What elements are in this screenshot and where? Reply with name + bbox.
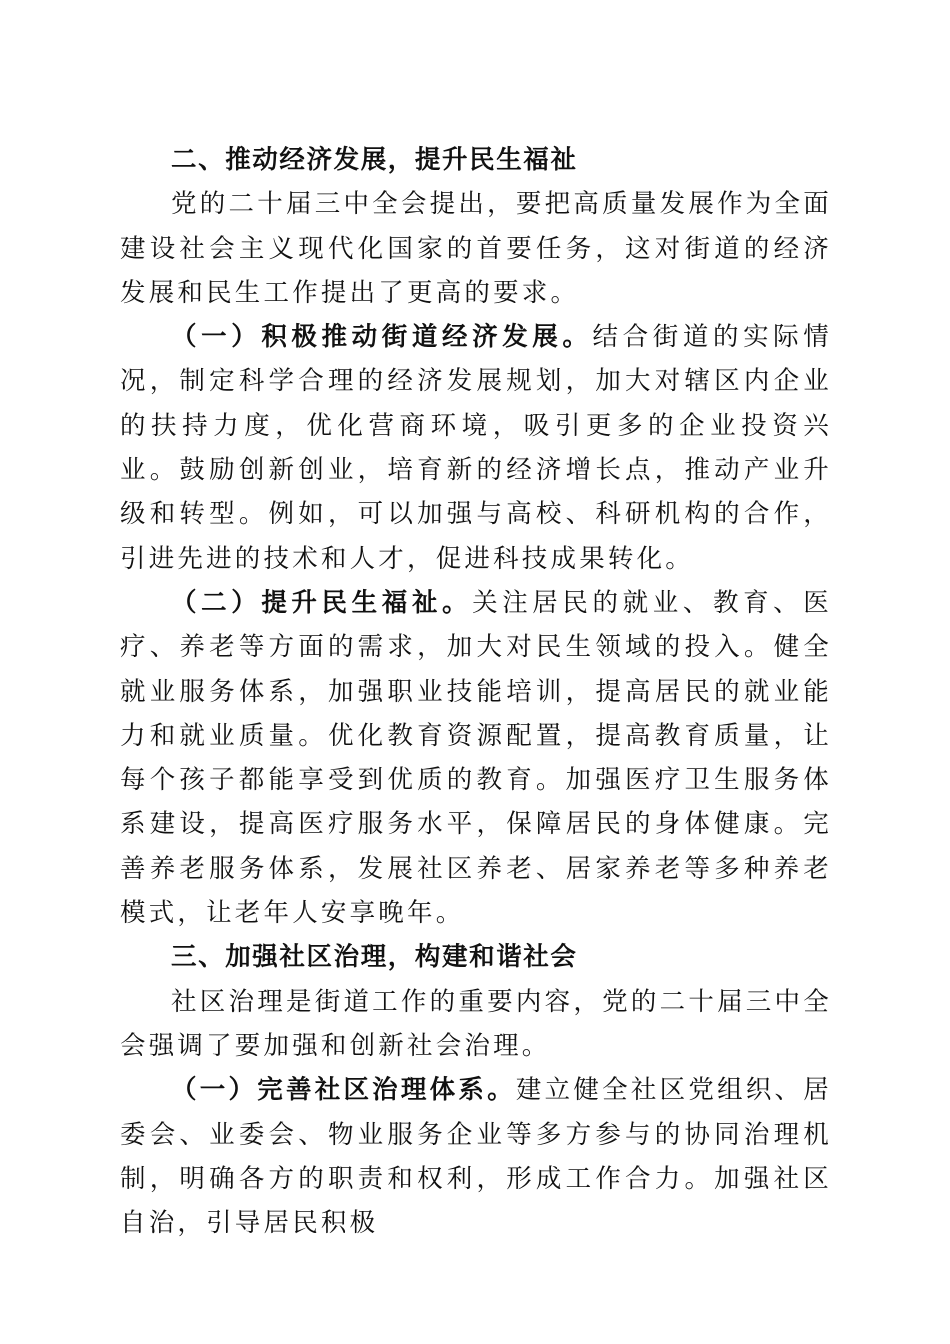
paragraph-lead: （二）提升民生福祉。 <box>171 587 473 618</box>
paragraph-text: 结合街道的实际情况，制定科学合理的经济发展规划，加大对辖区内企业的扶持力度，优化营商环境，吸引更多的企业投资兴业。鼓励创新创业，培育新的经济增长点，推动产业升级和转型。例如，可以加强与高校、科研机构的合作，引进先进的技术和人才，促进科技成果转化。 <box>120 322 832 574</box>
paragraph-economic-development <box>120 315 832 581</box>
paragraph-text: 关注居民的就业、教育、医疗、养老等方面的需求，加大对民生领域的投入。健全就业服务体系，加强职业技能培训，提高居民的就业能力和就业质量。优化教育资源配置，提高教育质量，让每个孩子都能享受到优质的教育。加强医疗卫生服务体系建设，提高医疗服务水平，保障居民的身体健康。完善养老服务体系，发展社区养老、居家养老等多种养老模式，让老年人安享晚年。 <box>120 587 832 929</box>
paragraph-text: 建立健全社区党组织、居委会、业委会、物业服务企业等多方参与的协同治理机制，明确各方的职责和权利，形成工作合力。加强社区自治，引导居民积极 <box>120 1075 832 1239</box>
section-heading-economy: 二、推动经济发展，提升民生福祉 <box>171 145 578 175</box>
section-intro-economy: 党的二十届三中全会提出，要把高质量发展作为全面建设社会主义现代化国家的首要任务，这对街道的经济发展和民生工作提出了更高的要求。 <box>120 189 832 308</box>
section-intro-governance: 社区治理是街道工作的重要内容，党的二十届三中全会强调了要加强和创新社会治理。 <box>120 986 832 1061</box>
paragraph-lead: （一）积极推动街道经济发展。 <box>171 322 593 353</box>
section-heading-governance: 三、加强社区治理，构建和谐社会 <box>171 942 578 973</box>
document-body <box>120 138 832 1245</box>
paragraph-livelihood <box>120 581 832 935</box>
paragraph-governance-system <box>120 1068 832 1245</box>
paragraph-lead: （一）完善社区治理体系。 <box>171 1075 516 1106</box>
